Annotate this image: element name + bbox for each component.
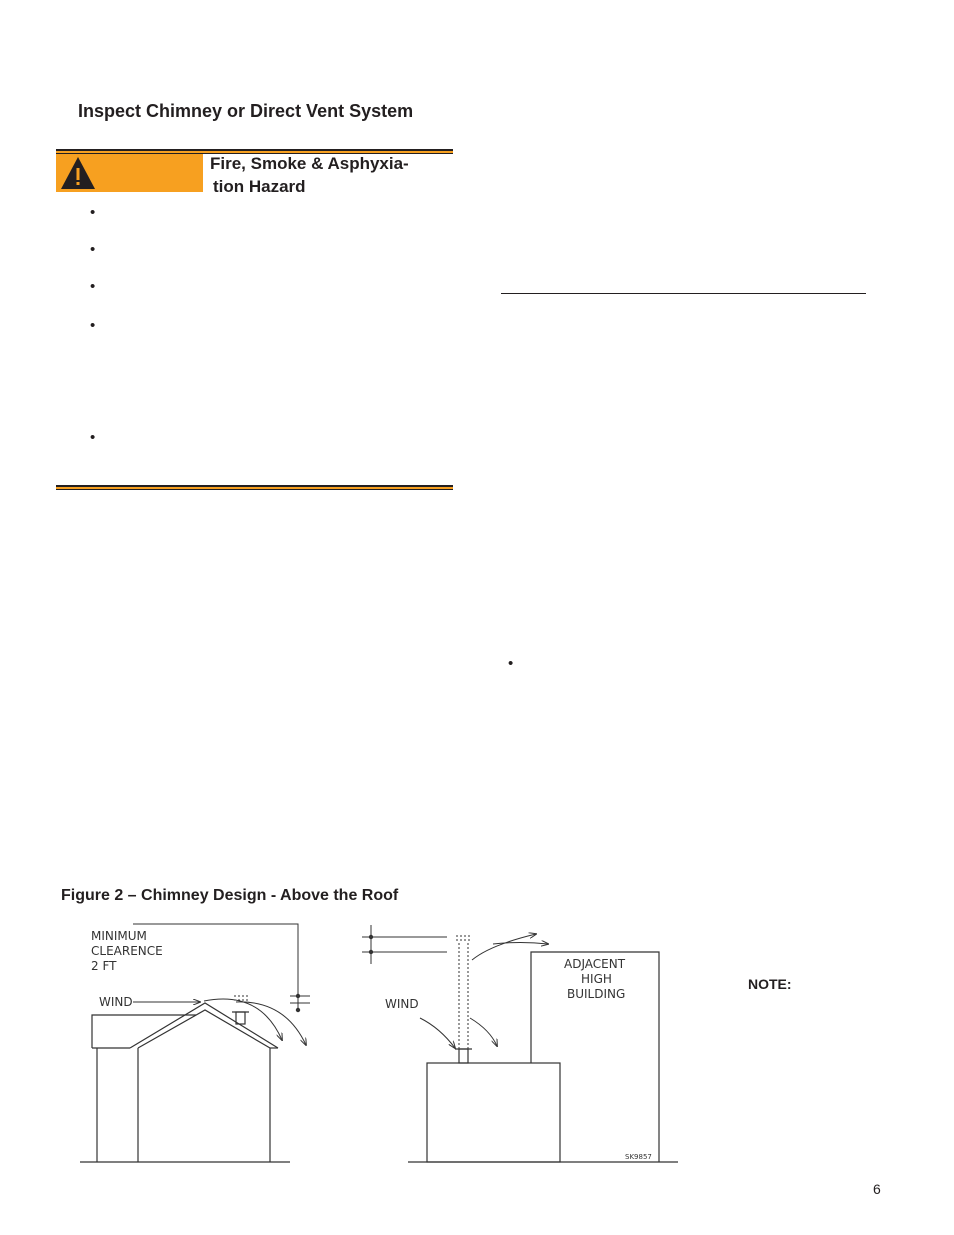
label-high: HIGH bbox=[581, 972, 612, 986]
dim-dot-1 bbox=[296, 994, 300, 998]
sk-code: SK9857 bbox=[625, 1153, 652, 1161]
section-title: Inspect Chimney or Direct Vent System bbox=[78, 101, 414, 121]
page-number: 6 bbox=[873, 1181, 881, 1197]
label-wind-right: WIND bbox=[385, 997, 419, 1011]
right-flow-arrow-2 bbox=[493, 943, 548, 945]
label-wind-left: WIND bbox=[99, 995, 133, 1009]
warning-bullet-5: • bbox=[90, 429, 96, 446]
right-dim-dot-1 bbox=[369, 935, 373, 939]
left-house bbox=[80, 1003, 290, 1162]
left-flow-arrow-1 bbox=[204, 999, 282, 1040]
label-minimum: MINIMUM bbox=[91, 929, 147, 943]
warning-bullet-2: • bbox=[90, 241, 96, 258]
right-bullet: • bbox=[508, 655, 514, 672]
warning-bullet-3: • bbox=[90, 278, 96, 295]
label-adjacent: ADJACENT bbox=[564, 957, 626, 971]
right-flow-arrow-1 bbox=[472, 934, 536, 960]
hazard-title-line-1: Fire, Smoke & Asphyxia- bbox=[210, 154, 409, 173]
right-chimney-extension bbox=[456, 936, 472, 1049]
right-dimension bbox=[362, 925, 447, 964]
hazard-title-line-2: tion Hazard bbox=[213, 177, 306, 196]
warning-bullet-4: • bbox=[90, 317, 96, 334]
note-label: NOTE: bbox=[748, 976, 792, 992]
left-vent-cap-dashes bbox=[234, 996, 250, 1000]
label-building: BUILDING bbox=[567, 987, 626, 1001]
right-building bbox=[408, 952, 678, 1162]
dim-dot-2 bbox=[296, 1008, 300, 1012]
label-clearence: CLEARENCE bbox=[91, 944, 163, 958]
warning-bullet-1: • bbox=[90, 204, 96, 221]
right-flow-arrow-down bbox=[470, 1018, 497, 1046]
label-2ft: 2 FT bbox=[91, 959, 117, 973]
left-flow-arrow-2 bbox=[236, 1002, 306, 1045]
right-wind-arrow bbox=[420, 1018, 455, 1048]
figure-caption: Figure 2 – Chimney Design - Above the Roof bbox=[61, 887, 399, 904]
right-dim-dot-2 bbox=[369, 950, 373, 954]
